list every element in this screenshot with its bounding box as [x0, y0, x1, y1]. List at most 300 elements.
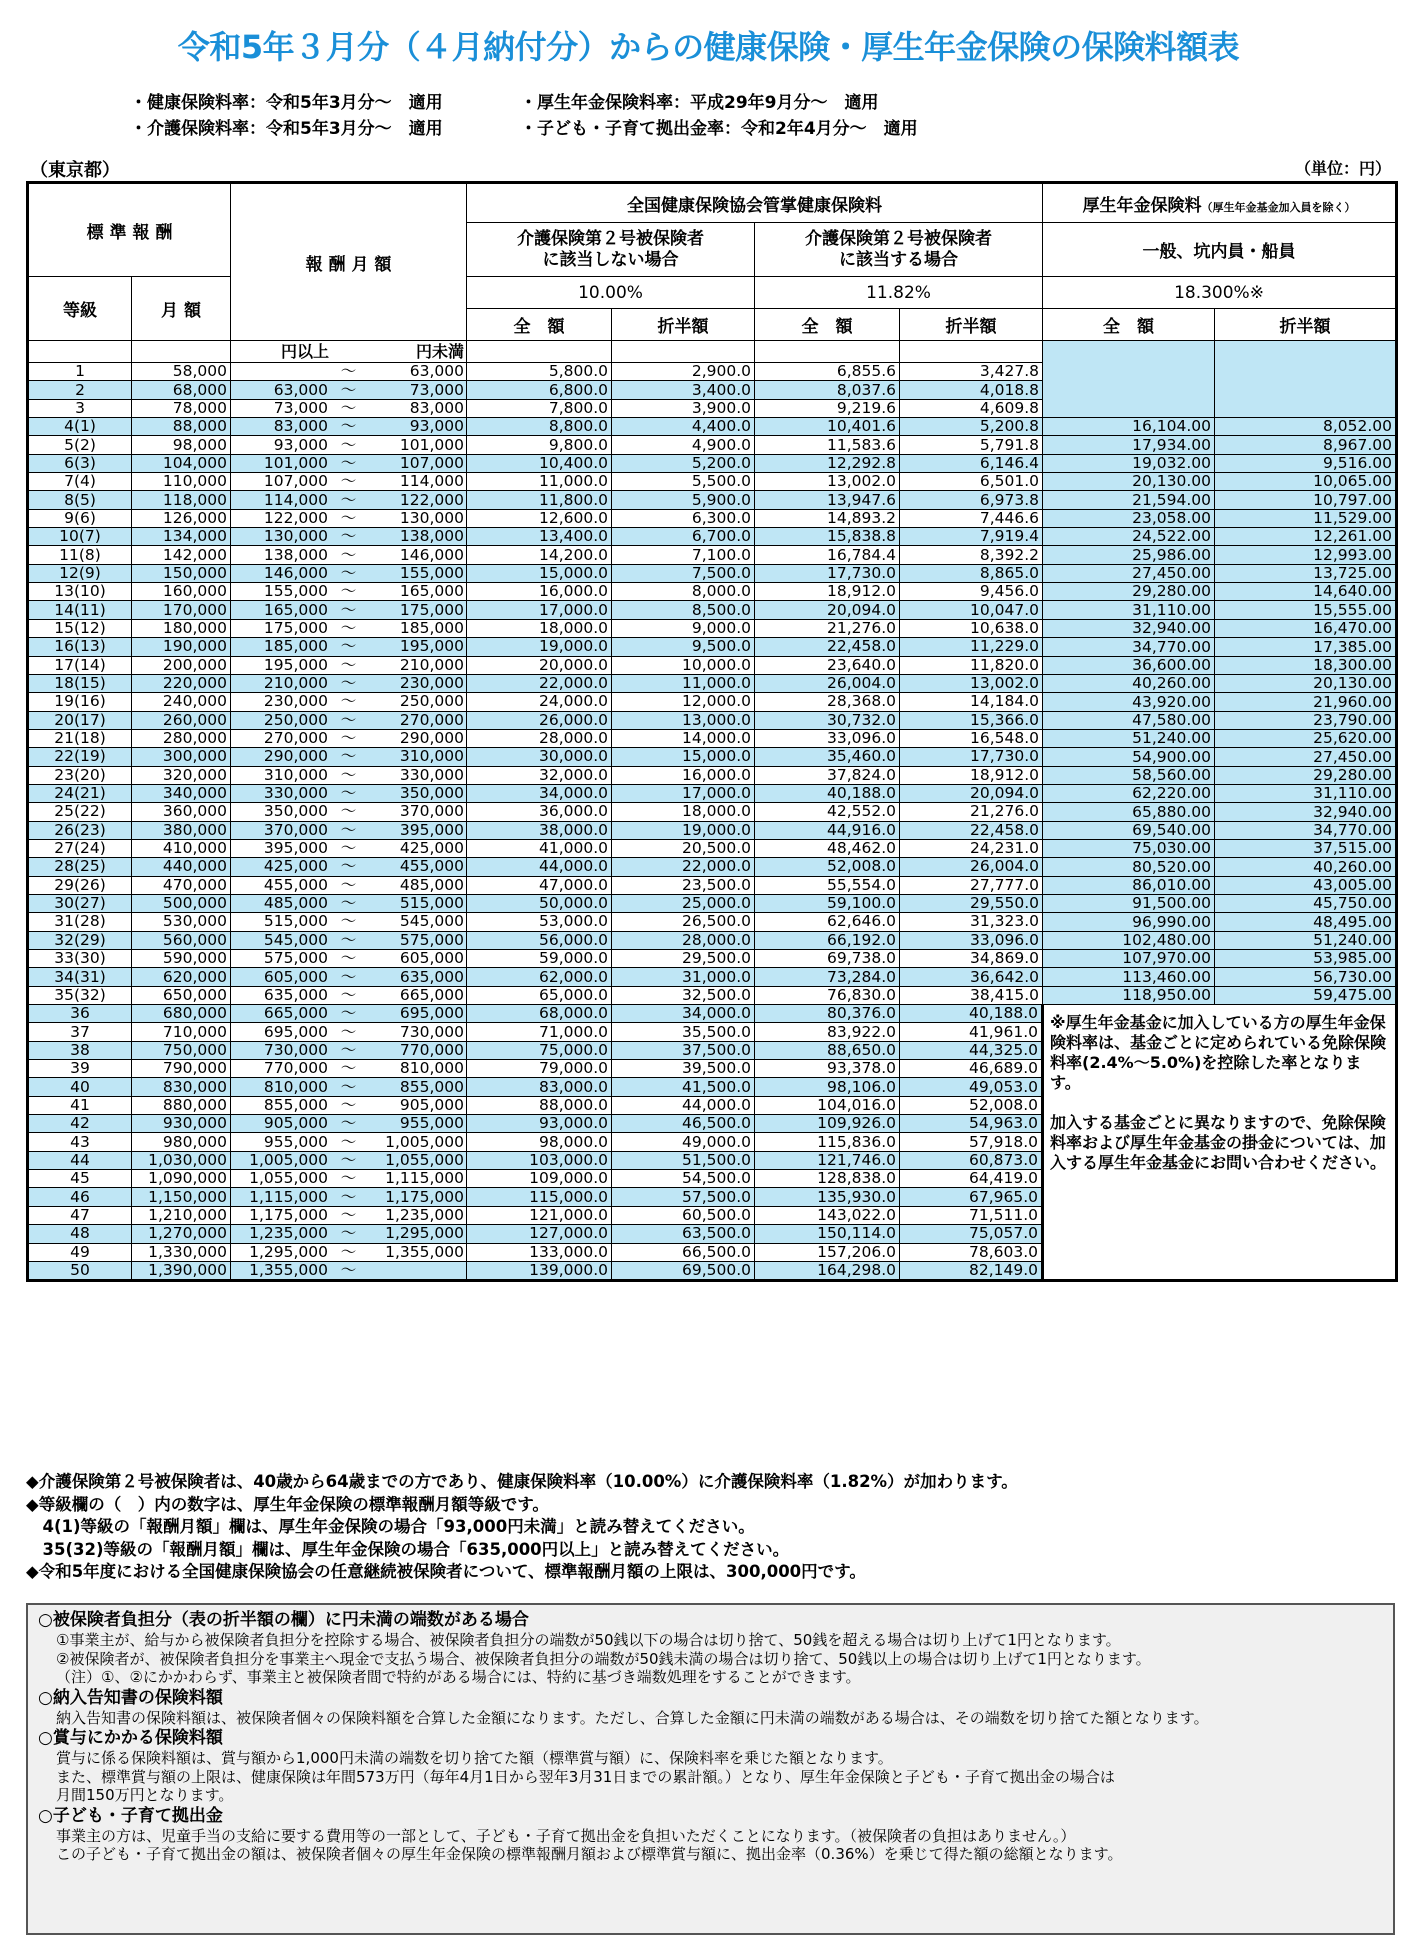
range-tilde: ～: [340, 619, 357, 637]
grade-cell: 1: [28, 363, 132, 381]
care-half-cell: 29,550.0: [900, 894, 1043, 912]
pension-half-cell: 21,960.00: [1215, 693, 1397, 711]
range-tilde: ～: [340, 564, 357, 582]
range-cell: [231, 509, 467, 527]
range-from: 175,000: [263, 619, 329, 637]
care-full-cell: 135,930.0: [755, 1188, 900, 1206]
health-full-cell: 115,000.0: [467, 1188, 612, 1206]
range-tilde: ～: [340, 784, 357, 803]
pension-fund-note: ※厚生年金基金に加入している方の厚生年金保険料率は、基金ごとに定められている免除保険料率(2.4%～5.0%)を控除した率となります。 加入する基金ごとに異なりますので、免除保険料率および厚生年金基金の掛金については、加入する厚生年金基金にお問い合わせください。: [1043, 1005, 1397, 1281]
range-cell: [231, 381, 467, 399]
care-half-cell: 40,188.0: [900, 1005, 1043, 1023]
grade-cell: 30(27): [28, 894, 132, 912]
health-half-cell: 16,000.0: [612, 766, 755, 784]
range-tilde: ～: [340, 656, 357, 674]
range-tilde: ～: [340, 729, 357, 748]
range-tilde: ～: [340, 986, 357, 1004]
care-half-cell: 64,419.0: [900, 1170, 1043, 1188]
range-cell: [231, 858, 467, 876]
range-to: 395,000: [399, 821, 464, 839]
health-half-cell: 63,500.0: [612, 1225, 755, 1243]
health-full-cell: 62,000.0: [467, 968, 612, 986]
range-from: 63,000: [273, 380, 329, 399]
care-full-cell: 35,460.0: [755, 748, 900, 766]
pension-half-cell: [1215, 399, 1397, 417]
health-full-cell: 121,000.0: [467, 1206, 612, 1224]
health-full-cell: 6,800.0: [467, 381, 612, 399]
range-cell: [231, 986, 467, 1004]
range-cell: [231, 638, 467, 656]
health-full-cell: 65,000.0: [467, 986, 612, 1004]
monthly-cell: 1,330,000: [132, 1243, 231, 1261]
care-full-cell: 88,650.0: [755, 1041, 900, 1059]
range-tilde: ～: [340, 1022, 357, 1041]
health-half-cell: 2,900.0: [612, 363, 755, 381]
range-from: 955,000: [263, 1132, 329, 1151]
range-cell: [231, 1225, 467, 1243]
range-to: 605,000: [399, 949, 464, 968]
range-tilde: ～: [340, 582, 357, 601]
grade-cell: 8(5): [28, 491, 132, 509]
range-tilde: ～: [340, 1169, 357, 1188]
range-from: 370,000: [263, 821, 329, 839]
header-no-care: 介護保険第２号被保険者 に該当しない場合: [467, 223, 755, 277]
health-full-cell: 36,000.0: [467, 803, 612, 821]
care-half-cell: 26,004.0: [900, 858, 1043, 876]
monthly-cell: 200,000: [132, 656, 231, 674]
range-cell: [231, 711, 467, 729]
table-row: [28, 491, 1397, 509]
range-cell: [231, 491, 467, 509]
health-half-cell: 5,500.0: [612, 473, 755, 491]
health-half-cell: 6,300.0: [612, 509, 755, 527]
care-full-cell: 66,192.0: [755, 931, 900, 949]
grade-cell: 24(21): [28, 784, 132, 802]
range-to: 545,000: [399, 912, 464, 931]
range-from: [233, 363, 328, 380]
range-to: 770,000: [399, 1041, 464, 1059]
health-half-cell: 3,400.0: [612, 381, 755, 399]
health-half-cell: 13,000.0: [612, 711, 755, 729]
pension-full-cell: 29,280.00: [1043, 583, 1215, 601]
header-standard: 標 準 報 酬: [28, 183, 231, 277]
health-half-cell: 32,500.0: [612, 986, 755, 1004]
health-full-cell: 17,000.0: [467, 601, 612, 619]
box-text: 月間150万円となります。: [56, 1786, 234, 1804]
table-row: [28, 418, 1397, 436]
header-rate-10: 10.00%: [467, 277, 755, 309]
pension-full-cell: 96,990.00: [1043, 913, 1215, 931]
care-half-cell: 82,149.0: [900, 1261, 1043, 1280]
grade-cell: 21(18): [28, 729, 132, 747]
range-from: 1,235,000: [249, 1224, 329, 1243]
care-full-cell: 73,284.0: [755, 968, 900, 986]
care-half-cell: 75,057.0: [900, 1225, 1043, 1243]
range-tilde: ～: [340, 1187, 357, 1206]
health-full-cell: 30,000.0: [467, 748, 612, 766]
pension-full-cell: 20,130.00: [1043, 473, 1215, 491]
care-half-cell: 54,963.0: [900, 1115, 1043, 1133]
header-half-2: 折半額: [900, 309, 1043, 341]
health-full-cell: 32,000.0: [467, 766, 612, 784]
range-from: 310,000: [263, 766, 329, 784]
monthly-cell: 190,000: [132, 638, 231, 656]
care-half-cell: 33,096.0: [900, 931, 1043, 949]
care-half-cell: 49,053.0: [900, 1078, 1043, 1096]
monthly-cell: 160,000: [132, 583, 231, 601]
range-cell: [231, 1151, 467, 1169]
range-cell: [231, 784, 467, 802]
range-from: 330,000: [263, 784, 329, 803]
pension-half-cell: [1215, 363, 1397, 381]
health-half-cell: 22,000.0: [612, 858, 755, 876]
range-from: 270,000: [263, 729, 329, 748]
care-full-cell: 164,298.0: [755, 1261, 900, 1280]
monthly-cell: 680,000: [132, 1005, 231, 1023]
care-full-cell: 21,276.0: [755, 619, 900, 637]
range-tilde: ～: [340, 380, 357, 399]
range-tilde: ～: [340, 399, 357, 417]
range-cell: [231, 1005, 467, 1023]
range-to: 210,000: [399, 656, 464, 674]
grade-cell: 25(22): [28, 803, 132, 821]
care-full-cell: 48,462.0: [755, 839, 900, 857]
bullet-4: 35(32)等級の「報酬月額」欄は、厚生年金保険の場合「635,000円以上」と読み替えてください。: [26, 1539, 790, 1559]
monthly-cell: 180,000: [132, 619, 231, 637]
grade-cell: 14(11): [28, 601, 132, 619]
table-row: [28, 546, 1397, 564]
box-heading-bonus: ○賞与にかかる保険料額: [38, 1728, 223, 1748]
range-from: 1,295,000: [249, 1243, 329, 1261]
health-full-cell: 22,000.0: [467, 674, 612, 692]
monthly-cell: 1,210,000: [132, 1206, 231, 1224]
care-full-cell: 80,376.0: [755, 1005, 900, 1023]
care-full-cell: 42,552.0: [755, 803, 900, 821]
range-tilde: ～: [340, 1096, 357, 1114]
pension-full-cell: 16,104.00: [1043, 418, 1215, 436]
table-row: [28, 1005, 1397, 1023]
care-half-cell: 31,323.0: [900, 913, 1043, 931]
care-half-cell: 15,366.0: [900, 711, 1043, 729]
pension-full-cell: 25,986.00: [1043, 546, 1215, 564]
range-to: 93,000: [409, 417, 464, 436]
table-row: [28, 528, 1397, 546]
premium-table: [26, 181, 1398, 1282]
range-cell: [231, 601, 467, 619]
range-cell: [231, 693, 467, 711]
range-tilde: ～: [340, 509, 357, 527]
grade-cell: 50: [28, 1261, 132, 1280]
pension-full-cell: 80,520.00: [1043, 858, 1215, 876]
health-full-cell: 19,000.0: [467, 638, 612, 656]
range-cell: [231, 931, 467, 949]
grade-cell: 47: [28, 1206, 132, 1224]
range-tilde: ～: [340, 802, 357, 821]
grade-cell: 4(1): [28, 418, 132, 436]
monthly-cell: 470,000: [132, 876, 231, 894]
care-full-cell: 30,732.0: [755, 711, 900, 729]
care-full-cell: 18,912.0: [755, 583, 900, 601]
range-from: 905,000: [263, 1114, 329, 1133]
health-full-cell: 24,000.0: [467, 693, 612, 711]
grade-cell: 39: [28, 1060, 132, 1078]
pension-half-cell: 45,750.00: [1215, 894, 1397, 912]
table-body: [28, 341, 1397, 1281]
health-half-cell: 10,000.0: [612, 656, 755, 674]
monthly-cell: 320,000: [132, 766, 231, 784]
yen-over-label: 円以上: [281, 342, 330, 361]
care-full-cell: 40,188.0: [755, 784, 900, 802]
monthly-cell: 88,000: [132, 418, 231, 436]
care-half-cell: 38,415.0: [900, 986, 1043, 1004]
pension-full-cell: 75,030.00: [1043, 839, 1215, 857]
range-from: 73,000: [273, 399, 329, 417]
header-rate-1182: 11.82%: [755, 277, 1043, 309]
range-cell: [231, 656, 467, 674]
pension-half-cell: 48,495.00: [1215, 913, 1397, 931]
grade-cell: 3: [28, 399, 132, 417]
range-tilde: ～: [340, 747, 357, 766]
health-full-cell: 103,000.0: [467, 1151, 612, 1169]
table-row: [28, 821, 1397, 839]
range-to: 1,295,000: [385, 1224, 464, 1243]
range-cell: [231, 399, 467, 417]
health-half-cell: 66,500.0: [612, 1243, 755, 1261]
care-half-cell: 9,456.0: [900, 583, 1043, 601]
range-to: 575,000: [399, 931, 464, 949]
grade-cell: 43: [28, 1133, 132, 1151]
grade-cell: 36: [28, 1005, 132, 1023]
header-half-3: 折半額: [1215, 309, 1397, 341]
health-full-cell: 7,800.0: [467, 399, 612, 417]
monthly-cell: 410,000: [132, 839, 231, 857]
range-to: 146,000: [399, 545, 464, 564]
range-to: 330,000: [399, 766, 464, 784]
care-half-cell: 20,094.0: [900, 784, 1043, 802]
bullet-3: 4(1)等級の「報酬月額」欄は、厚生年金保険の場合「93,000円未満」と読み替えてください。: [26, 1517, 755, 1536]
range-tilde: ～: [340, 912, 357, 931]
monthly-cell: 240,000: [132, 693, 231, 711]
health-full-cell: 26,000.0: [467, 711, 612, 729]
range-from: 1,005,000: [249, 1151, 329, 1169]
grade-cell: 13(10): [28, 583, 132, 601]
health-full-cell: 10,400.0: [467, 454, 612, 472]
health-full-cell: 50,000.0: [467, 894, 612, 912]
care-full-cell: 14,893.2: [755, 509, 900, 527]
unit-label: （単位：円）: [1294, 159, 1391, 178]
care-half-cell: 6,501.0: [900, 473, 1043, 491]
health-half-cell: 7,100.0: [612, 546, 755, 564]
care-full-cell: 22,458.0: [755, 638, 900, 656]
range-cell: [231, 894, 467, 912]
pension-half-cell: 8,052.00: [1215, 418, 1397, 436]
health-half-cell: 9,000.0: [612, 619, 755, 637]
range-to: 155,000: [399, 564, 464, 582]
range-cell: [231, 473, 467, 491]
pension-full-cell: 102,480.00: [1043, 931, 1215, 949]
care-half-cell: 7,919.4: [900, 528, 1043, 546]
box-heading-notice: ○納入告知書の保険料額: [38, 1687, 223, 1708]
monthly-cell: 930,000: [132, 1115, 231, 1133]
care-half-cell: 71,511.0: [900, 1206, 1043, 1224]
range-tilde: ～: [340, 711, 357, 729]
table-row: [28, 839, 1397, 857]
range-from: 114,000: [263, 490, 329, 509]
care-full-cell: 17,730.0: [755, 564, 900, 582]
table-row: [28, 564, 1397, 582]
range-from: 185,000: [263, 637, 329, 656]
care-full-cell: 6,855.6: [755, 363, 900, 381]
care-full-cell: 26,004.0: [755, 674, 900, 692]
monthly-cell: 110,000: [132, 473, 231, 491]
care-half-cell: 4,609.8: [900, 399, 1043, 417]
table-row: [28, 436, 1397, 454]
range-to: 290,000: [399, 729, 464, 748]
care-full-cell: 121,746.0: [755, 1151, 900, 1169]
care-full-cell: 98,106.0: [755, 1078, 900, 1096]
health-full-cell: 14,200.0: [467, 546, 612, 564]
health-half-cell: 34,000.0: [612, 1005, 755, 1023]
range-to: 955,000: [399, 1114, 464, 1133]
health-half-cell: 46,500.0: [612, 1115, 755, 1133]
pension-full-cell: [1043, 381, 1215, 399]
range-cell: [231, 674, 467, 692]
health-half-cell: 39,500.0: [612, 1060, 755, 1078]
grade-cell: 45: [28, 1170, 132, 1188]
monthly-cell: 1,150,000: [132, 1188, 231, 1206]
grade-cell: 31(28): [28, 913, 132, 931]
range-cell: [231, 546, 467, 564]
range-tilde: ～: [340, 766, 357, 784]
health-full-cell: 11,800.0: [467, 491, 612, 509]
grade-cell: 10(7): [28, 528, 132, 546]
monthly-cell: 98,000: [132, 436, 231, 454]
header-kyokai: 全国健康保険協会管掌健康保険料: [467, 183, 1043, 223]
range-to: 122,000: [399, 490, 464, 509]
range-from: 810,000: [263, 1077, 329, 1096]
grade-cell: 37: [28, 1023, 132, 1041]
grade-cell: 15(12): [28, 619, 132, 637]
health-half-cell: 5,900.0: [612, 491, 755, 509]
grade-cell: 5(2): [28, 436, 132, 454]
range-tilde: ～: [340, 637, 357, 656]
grade-cell: 2: [28, 381, 132, 399]
range-from: 545,000: [263, 931, 329, 949]
range-from: 1,115,000: [249, 1187, 329, 1206]
range-cell: [231, 1188, 467, 1206]
monthly-cell: 142,000: [132, 546, 231, 564]
monthly-cell: 650,000: [132, 986, 231, 1004]
health-full-cell: 16,000.0: [467, 583, 612, 601]
range-cell: [231, 876, 467, 894]
range-cell: [231, 1023, 467, 1041]
pension-full-cell: 118,950.00: [1043, 986, 1215, 1004]
monthly-cell: 1,270,000: [132, 1225, 231, 1243]
health-rate-note: ・健康保険料率：令和5年3月分～ 適用: [130, 93, 443, 113]
range-tilde: ～: [340, 1224, 357, 1243]
care-half-cell: 36,642.0: [900, 968, 1043, 986]
care-half-cell: 6,146.4: [900, 454, 1043, 472]
health-half-cell: 37,500.0: [612, 1041, 755, 1059]
health-full-cell: 93,000.0: [467, 1115, 612, 1133]
range-from: 855,000: [263, 1096, 329, 1114]
table-row: [28, 363, 1397, 381]
health-half-cell: 26,500.0: [612, 913, 755, 931]
box-text: 賞与に係る保険料額は、賞与額から1,000円未満の端数を切り捨てた額（標準賞与額）に、保険料率を乗じた額となります。: [56, 1749, 893, 1767]
range-tilde: ～: [340, 1114, 357, 1133]
range-from: 146,000: [263, 564, 329, 582]
pension-half-cell: 56,730.00: [1215, 968, 1397, 986]
header-grade: 等級: [28, 277, 132, 341]
care-full-cell: 37,824.0: [755, 766, 900, 784]
health-full-cell: 11,000.0: [467, 473, 612, 491]
health-half-cell: 57,500.0: [612, 1188, 755, 1206]
monthly-cell: 830,000: [132, 1078, 231, 1096]
health-full-cell: 47,000.0: [467, 876, 612, 894]
pension-half-cell: 16,470.00: [1215, 619, 1397, 637]
health-half-cell: 12,000.0: [612, 693, 755, 711]
pension-half-cell: 20,130.00: [1215, 674, 1397, 692]
range-from: 250,000: [263, 711, 329, 729]
range-from: 138,000: [263, 545, 329, 564]
grade-cell: 23(20): [28, 766, 132, 784]
range-from: 290,000: [263, 747, 329, 766]
health-full-cell: 38,000.0: [467, 821, 612, 839]
pension-full-cell: 47,580.00: [1043, 711, 1215, 729]
range-cell: [231, 766, 467, 784]
care-rate-note: ・介護保険料率：令和5年3月分～ 適用: [130, 119, 443, 139]
yen-under-label: 円未満: [416, 342, 465, 361]
range-from: 101,000: [263, 454, 329, 472]
health-half-cell: 51,500.0: [612, 1151, 755, 1169]
range-cell: [231, 1041, 467, 1059]
pension-half-cell: 11,529.00: [1215, 509, 1397, 527]
pension-full-cell: 58,560.00: [1043, 766, 1215, 784]
pension-half-cell: 31,110.00: [1215, 784, 1397, 802]
range-from: 515,000: [263, 912, 329, 931]
care-half-cell: 18,912.0: [900, 766, 1043, 784]
table-row: [28, 766, 1397, 784]
monthly-cell: 530,000: [132, 913, 231, 931]
health-full-cell: 56,000.0: [467, 931, 612, 949]
health-half-cell: 9,500.0: [612, 638, 755, 656]
table-row: [28, 729, 1397, 747]
care-full-cell: 157,206.0: [755, 1243, 900, 1261]
monthly-cell: 750,000: [132, 1041, 231, 1059]
pension-half-cell: 9,516.00: [1215, 454, 1397, 472]
care-half-cell: 52,008.0: [900, 1096, 1043, 1114]
table-row: [28, 894, 1397, 912]
care-half-cell: 21,276.0: [900, 803, 1043, 821]
monthly-cell: 280,000: [132, 729, 231, 747]
box-text: また、標準賞与額の上限は、健康保険は年間573万円（毎年4月1日から翌年3月31日までの累計額。）となり、厚生年金保険と子ども・子育て拠出金の場合は: [56, 1767, 1115, 1786]
box-heading-child: ○子ども・子育て拠出金: [38, 1805, 223, 1826]
care-half-cell: 8,392.2: [900, 546, 1043, 564]
header-full-3: 全 額: [1043, 309, 1215, 341]
health-half-cell: 17,000.0: [612, 784, 755, 802]
health-half-cell: 8,500.0: [612, 601, 755, 619]
health-half-cell: 4,900.0: [612, 436, 755, 454]
monthly-cell: 68,000: [132, 381, 231, 399]
monthly-cell: 126,000: [132, 509, 231, 527]
range-to: 175,000: [399, 600, 464, 619]
health-half-cell: 49,000.0: [612, 1133, 755, 1151]
care-full-cell: 109,926.0: [755, 1115, 900, 1133]
header-care: 介護保険第２号被保険者 に該当する場合: [755, 223, 1043, 277]
care-half-cell: 14,184.0: [900, 693, 1043, 711]
health-full-cell: 59,000.0: [467, 950, 612, 968]
monthly-cell: 620,000: [132, 968, 231, 986]
